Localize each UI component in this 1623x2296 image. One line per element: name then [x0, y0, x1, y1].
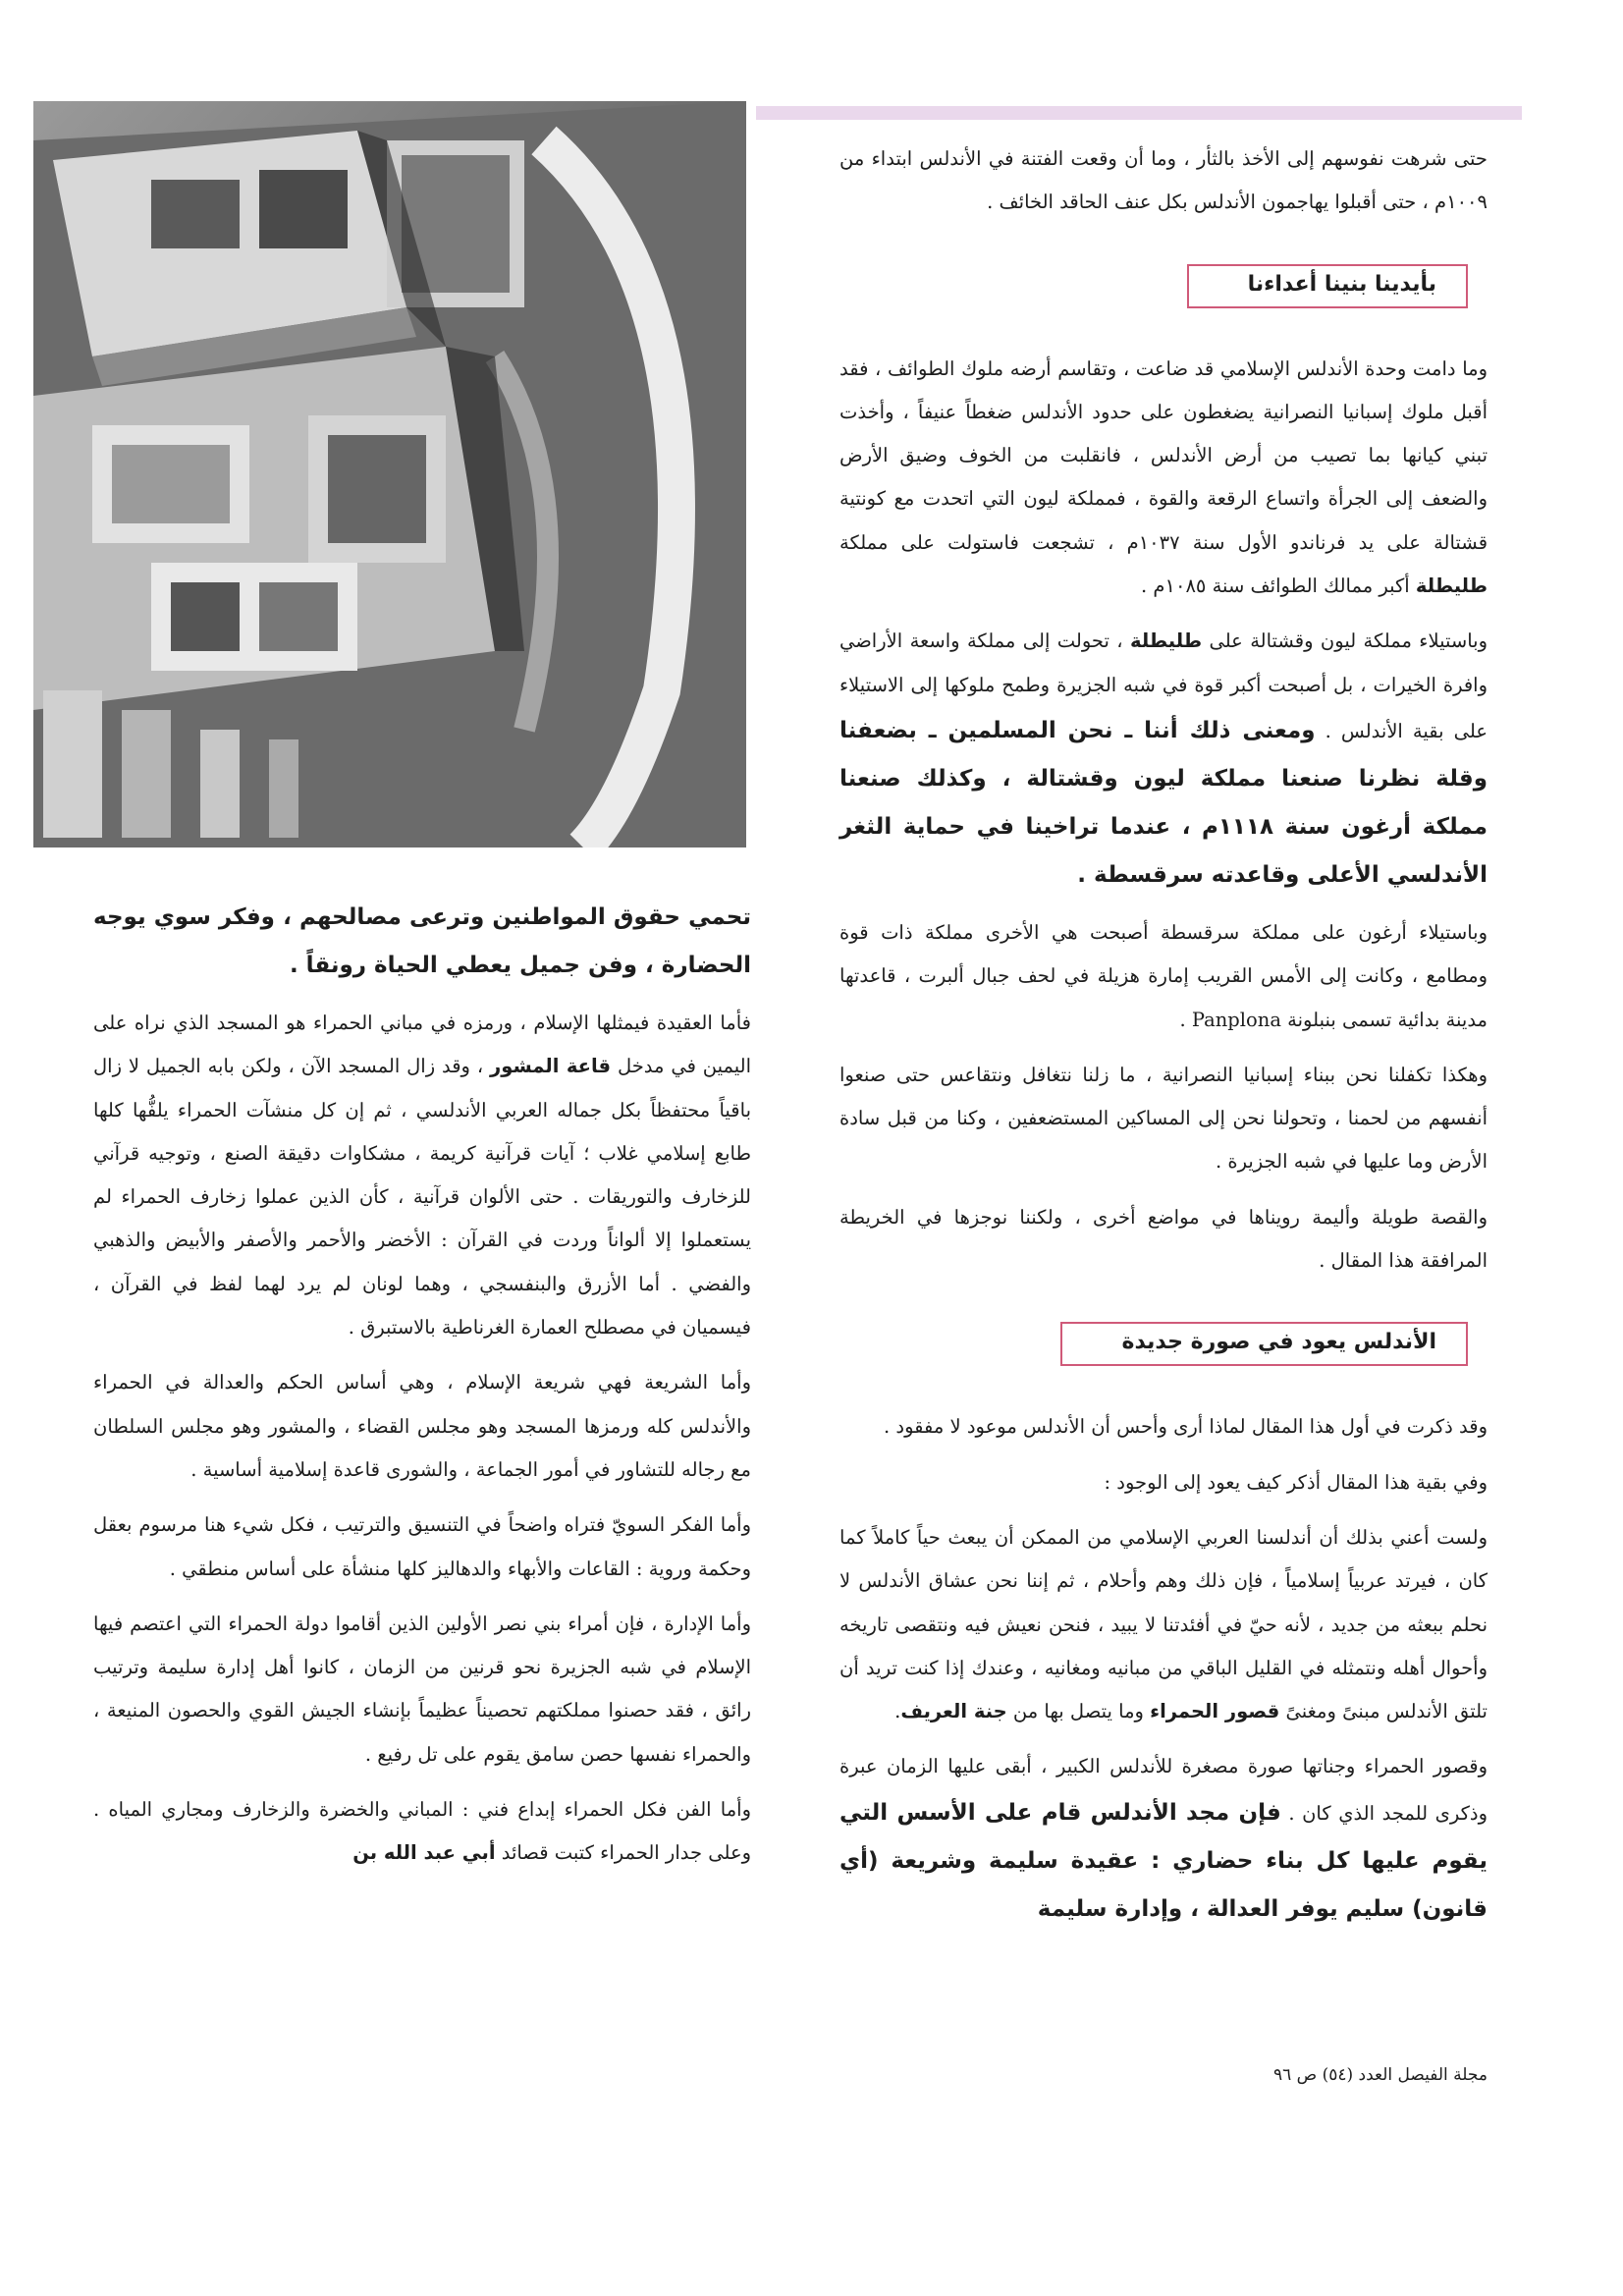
paragraph-2	[839, 620, 1488, 900]
lp2-bold: قاعة المشور	[490, 1055, 612, 1078]
p2-city: طليطلة	[1130, 629, 1203, 653]
intro-paragraph: حتى شرهت نفوسهم إلى الأخذ بالثأر ، وما أن وقعت الفتنة في الأندلس ابتداء من ١٠٠٩م ، حتى أقبلوا يهاجمون الأندلس بكل عنف الحاقد الخائف .	[839, 147, 1488, 214]
paragraph-7: وفي بقية هذا المقال أذكر كيف يعود إلى الوجود :	[1104, 1470, 1488, 1494]
alhambra-model-photo	[33, 101, 746, 847]
p8-bold-2: جنة العريف	[900, 1700, 1007, 1723]
right-column	[839, 137, 1488, 1945]
paragraph-9	[839, 1745, 1488, 1933]
top-decorative-rule	[756, 106, 1522, 120]
paragraph-6: وقد ذكرت في أول هذا المقال لماذا أرى وأحس أن الأندلس موعود لا مفقود .	[884, 1415, 1488, 1439]
architectural-model-image	[33, 101, 746, 847]
p2-text-a: وباستيلاء مملكة ليون وقشتالة على	[1209, 629, 1488, 653]
p8-bold-1: قصور الحمراء	[1150, 1700, 1280, 1723]
lp6-bold: أبي عبد الله بن	[352, 1841, 496, 1865]
left-paragraph-1: تحمي حقوق المواطنين وترعى مصالحهم ، وفكر سوي يوجه الحضارة ، وفن جميل يعطي الحياة رونقاً .	[93, 904, 751, 978]
left-paragraph-3: وأما الشريعة فهي شريعة الإسلام ، وهي أساس الحكم والعدالة في الحمراء والأندلس كله ورمزها المسجد وهو مجلس القضاء ، والمشور وهو مجلس السلطان مع رجاله للتشاور في أمور الجماعة ، والشورى قاعدة إسلامية أساسية .	[93, 1371, 751, 1481]
p1-text-a: وما دامت وحدة الأندلس الإسلامي قد ضاعت ، وتقاسم أرضه ملوك الطوائف ، فقد أقبل ملوك إسبانيا النصرانية يضغطون على حدود الأندلس ضغطاً عنيفاً ، وأخذت تبني كيانها بما تصيب من أرض الأندلس ، فانقلبت من الخوف وضيق الأرض والضعف إلى الجرأة واتساع الرقعة والقوة ، فمملكة ليون التي اتحدت مع كونتية قشتالة على يد فرناندو الأول سنة ١٠٣٧م ، تشجعت فاستولت على مملكة	[839, 356, 1488, 554]
lp2-text-a: فأما العقيدة فيمثلها الإسلام ، ورمزه في مباني الحمراء هو المسجد الذي نراه على اليمين في مدخل	[93, 1011, 752, 1078]
left-paragraph-4: وأما الفكر السويّ فتراه واضحاً في التنسيق والترتيب ، فكل شيء هنا مرسوم بعقل وحكمة وروية : القاعات والأبهاء والدهاليز كلها منشأة على أساس منطقي .	[93, 1513, 751, 1580]
section-heading-1	[839, 264, 1488, 308]
p8-text-a: ولست أعني بذلك أن أندلسنا العربي الإسلامي من الممكن أن يبعث حياً كاملاً كما كان ، فيرتد عربياً إسلامياً ، فإن ذلك وهم وأحلام ، ثم إننا نحن عشاق الأندلس لا نحلم ببعثه من جديد ، لأنه حيّ في أفئدتنا لا يبيد ، فنحن نعيش فيه ونتقصى تاريخه وأحوال أهله ونتمثله في القليل الباقي من مبانيه ومغانيه ، وعندك إذا كنت تريد أن تلتق الأندلس مبنىً ومغنىً	[839, 1525, 1488, 1723]
p2-text-b: ، تحولت إلى مملكة واسعة الأراضي وافرة الخيرات ، بل أصبحت أكبر قوة في شبه الجزيرة وطمح ملوكها إلى الاستيلاء على بقية الأندلس .	[839, 629, 1488, 742]
paragraph-5: والقصة طويلة وأليمة رويناها في مواضع أخرى ، ولكننا نوجزها في الخريطة المرافقة هذا المقال .	[839, 1205, 1488, 1273]
paragraph-1	[839, 348, 1488, 609]
p9-bold: فإن مجد الأندلس قام على الأسس التي يقوم عليها كل بناء حضاري : عقيدة سليمة وشريعة (أي قانون) سليم يوفر العدالة ، وإدارة سليمة	[839, 1799, 1488, 1922]
heading-2-text: الأندلس يعود في صورة جديدة	[1060, 1322, 1468, 1366]
p1-city: طليطلة	[1415, 574, 1488, 598]
p8-mid: وما يتصل بها من	[1012, 1700, 1144, 1723]
paragraph-3: وباستيلاء أرغون على مملكة سرقسطة أصبحت هي الأخرى مملكة ذات قوة ومطامع ، وكانت إلى الأمس القريب إمارة هزيلة في لحف جبال ألبرت ، قاعدتها مدينة بدائية تسمى بنبلونة Panplona .	[839, 920, 1488, 1031]
lp6-text-a: وأما الفن فكل الحمراء إبداع فني : المباني والخضرة والزخارف ومجاري المياه . وعلى جدار الحمراء كتبت قصائد	[93, 1798, 751, 1865]
lp2-text-b: ، وقد زال المسجد الآن ، ولكن بابه الجميل لا زال باقياً محتفظاً بكل جماله العربي الأندلسي ، ثم إن كل منشآت الحمراء يلفُّها كلها طابع إسلامي غلاب ؛ آيات قرآنية كريمة ، مشكاوات دقيقة الصنع ، وتوجيه قرآني للزخارف والتوريقات . حتى الألوان قرآنية ، كأن الذين عملوا زخارف الحمراء لم يستعملوا إلا ألواناً وردت في القرآن : الأخضر والأحمر والأصفر والأبيض والذهبي والفضي . أما الأزرق والبنفسجي ، وهما لونان لم يرد لهما لفظ في القرآن ، فيسميان في مصطلح العمارة الغرناطية بالاستبرق .	[93, 1055, 751, 1339]
page-footer: مجلة الفيصل العدد (٥٤) ص ٩٦	[1272, 2065, 1488, 2085]
left-column	[93, 894, 751, 1887]
paragraph-8	[839, 1516, 1488, 1733]
p2-bold: ومعنى ذلك أننا ـ نحن المسلمين ـ بضعفنا وقلة نظرنا صنعنا مملكة ليون وقشتالة ، وكذلك صنعنا مملكة أرغون سنة ١١١٨م ، عندما تراخينا في حماية الثغر الأندلسي الأعلى وقاعدته سرقسطة .	[839, 717, 1488, 888]
section-heading-2	[839, 1322, 1488, 1366]
paragraph-4: وهكذا تكفلنا نحن ببناء إسبانيا النصرانية ، ما زلنا نتغافل ونتقاعس حتى صنعوا أنفسهم من لحمنا ، وتحولنا نحن إلى المساكين المستضعفين ، وكنا من قبل سادة الأرض وما عليها في شبه الجزيرة .	[839, 1063, 1488, 1174]
p8-end: .	[894, 1700, 901, 1723]
heading-1-text: بأيدينا بنينا أعداءنا	[1187, 264, 1468, 308]
left-paragraph-6	[93, 1788, 751, 1876]
left-paragraph-2	[93, 1002, 751, 1349]
p1-text-b: أكبر ممالك الطوائف سنة ١٠٨٥م .	[1141, 574, 1410, 598]
p9-text-a: وقصور الحمراء وجناتها صورة مصغرة للأندلس الكبير ، أبقى عليها الزمان عبرة وذكرى للمجد الذي كان .	[839, 1755, 1488, 1825]
left-paragraph-5: وأما الإدارة ، فإن أمراء بني نصر الأولين الذين أقاموا دولة الحمراء التي اعتصم فيها الإسلام في شبه الجزيرة نحو قرنين من الزمان ، كانوا أهل إدارة سليمة وترتيب رائق ، فقد حصنوا مملكتهم تحصيناً عظيماً بإنشاء الجيش القوي والحصون المنيعة ، والحمراء نفسها حصن سامق يقوم على تل رفيع .	[93, 1612, 751, 1766]
